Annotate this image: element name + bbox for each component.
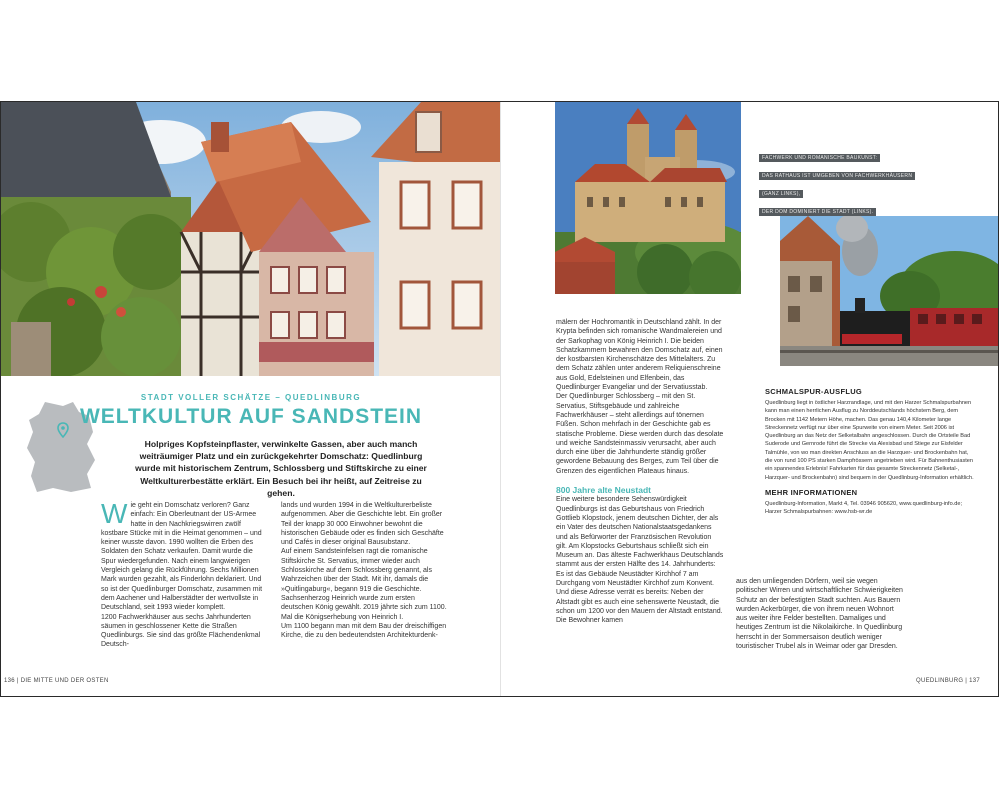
drop-cap: W [101, 498, 128, 529]
info-title: MEHR INFORMATIONEN [765, 487, 858, 497]
body-paragraph: Um 1100 begann man mit dem Bau der dreischiffigen Kirche, die zu den bedeutendsten Architekturdenk- [281, 622, 447, 640]
section-kicker: STADT VOLLER SCHÄTZE – QUEDLINBURG [140, 393, 362, 402]
section-subhead: 800 Jahre alte Neustadt [556, 485, 651, 496]
book-spread [0, 101, 999, 697]
caption-line: DAS RATHAUS IST UMGEBEN VON FACHWERKHÄUSERN [759, 172, 915, 180]
right-column-2 [736, 577, 904, 651]
caption-line: (GANZ LINKS), [759, 190, 803, 198]
left-column-2 [281, 501, 447, 640]
body-paragraph: Auf einem Sandsteinfelsen ragt die romanische Stiftskirche St. Servatius, immer wieder auch Schlosskirche auf dem Schlossberg genannt, als Wahrzeichen über der Stadt. Mit ihr, damals die »Quitlingaburg«, begann 919 die Geschichte. Sachsenherzog Heinrich wurde zum ersten deutschen König gewählt. 2019 jährte sich zum 1100. Mal die Königserhebung von Heinrich I. [281, 548, 447, 621]
body-paragraph: 1200 Fachwerkhäuser aus sechs Jahrhunderten säumen in geschlossener Kette die Straßen Quedlinburgs. Sie sind das größte Flächendenkmal Deutsch- [101, 613, 261, 649]
left-column-1 [101, 498, 265, 650]
caption-line: FACHWERK UND ROMANISCHE BAUKUNST: [759, 154, 880, 162]
half-timbered-houses-photo [1, 102, 501, 376]
info-text: Quedlinburg-Information, Markt 4, Tel. 03946 905620, www.quedlinburg-info.de; Harzer Schmalspurbahnen: www.hsb-wr.de [765, 500, 963, 516]
lead-paragraph: Holpriges Kopfsteinpflaster, verwinkelte Gassen, aber auch manch weiträumiger Platz und ein zurückgekehrter Domschatz: Quedlinburg wurde mit historischem Zentrum, Schlossberg und Stiftskirche zu einer Weltkulturerbestätte erklärt. Ein Besuch bei ihr heißt, auf Zeitreise zu gehen. [135, 439, 427, 498]
left-folio: 136 | DIE MITTE UND DER OSTEN [4, 678, 109, 684]
body-paragraph: aus den umliegenden Dörfern, weil sie wegen politischer Wirren und wirtschaftlicher Schwierigkeiten Schutz an der befestigten Stadt suchten. Aus Bauern wurden Ackerbürger, die von ihrem neuen Wohnort aus weiter ihre Felder bestellten. Damaliges und heutiges Zentrum ist die Nikolaikirche. In Quedlinburg herrscht in der Sommersaison deutlich weniger touristischer Trubel als in Weimar oder gar Dresden. [736, 578, 903, 651]
body-paragraph: Der Quedlinburger Schlossberg – mit den St. Servatius, Stiftsgebäude und zahlreiche Fachwerkhäuser – steht allerdings auf tönernen Füßen. Schon mehrfach in der Geschichte gab es statische Probleme. Diese werden durch das desolate und weiche Sandsteinmassiv verursacht, aber auch durch eine über die Jahrhunderte ständig größer gewordene Bebauung des Berges, zum Teil über die Grenzen des eigentlichen Plateaus hinaus. [556, 393, 724, 475]
body-paragraph: mälern der Hochromantik in Deutschland zählt. In der Krypta befinden sich romanische Wandmalereien und der Sarkophag von König Heinrich I. Die beiden Schatzkammern bewahren den Domschatz auf, einen der kostbarsten Kirchenschätze des Mittelalters. Zu dem Schatz zählen unter anderem Reliquienschreine aus Gold, Edelsteinen und Elfenbein, das Quedlinburger Evangeliar und der Servatiusstab. [556, 319, 723, 392]
box-title: SCHMALSPUR-AUSFLUG [765, 387, 863, 396]
right-folio: QUEDLINBURG | 137 [915, 678, 980, 684]
right-column-1 [556, 318, 724, 626]
body-paragraph: lands und wurden 1994 in die Weltkulturerbeliste aufgenommen. Aber die Geschichte lebt. Ein großer Teil der knapp 30 000 Einwohner bewohnt die historischen Gebäude oder es finden sich Geschäfte und Cafés in dieser original Bausubstanz. [281, 502, 444, 547]
article-headline: WELTKULTUR AUF SANDSTEIN [79, 405, 423, 428]
body-paragraph: Eine weitere besondere Sehenswürdigkeit Quedlinburgs ist das Geburtshaus von Friedrich Gottlieb Klopstock, jenem deutschen Dichter, der als ein Vater des deutschen Nationalstaatsgedankens und als Befürworter der Französischen Revolution gilt. Am Klopstocks Geburtshaus schließt sich ein Museum an. Das älteste Fachwerkhaus Deutschlands stammt aus der ersten Hälfte des 14. Jahrhunderts: Es ist das Gebäude Neustädter Kirchhof 7 am Durchgang vom Neustädter Kirchhof zum Konvent. Und diese Adresse verrät es bereits: Neben der Altstadt gibt es auch eine sehenswerte Neustadt, die schon um 1200 vor den Mauern der Altstadt entstand. Die Bewohner kamen [556, 496, 724, 625]
caption-line: DER DOM DOMINIERT DIE STADT (LINKS). [759, 208, 876, 216]
info-box [765, 387, 975, 517]
body-paragraph: ie geht ein Domschatz verloren? Ganz einfach: Ein Oberleutnant der US-Armee hatte in den Nachkriegswirren zwölf kostbare Stücke mit in die Heimat genommen – und keiner wusste davon. 1990 wollten die Erben des Soldaten den Schatz verkaufen. Damit wurde die Spur wiedergefunden. Nach einem langwierigen Vergleich gelang die Rückführung. Sechs Millionen Mark wurden gezahlt, als Finderlohn deklariert. Und so ist der Quedlinburger Domschatz, zusammen mit dem Aachener und Halberstädter der wertvollste in Deutschland, seit 1993 wieder komplett. [101, 502, 263, 612]
photo-caption [759, 146, 913, 218]
left-page [1, 102, 501, 696]
right-page [501, 102, 998, 696]
box-text: Quedlinburg liegt in östlicher Harzrandlage, und mit den Harzer Schmalspurbahnen kann man einen herrlichen Ausflug zu Norddeutschlands höchstem Berg, dem Brocken mit 1142 Metern Höhe, machen. Das genau 140,4 Kilometer lange Streckennetz verfügt nur über eine Spurweite von einem Meter. Seit 2006 ist Quedlinburg an das Netz der Selketalbahn angeschlossen. Durch die Ortsteile Bad Suderode und Gernrode führt die Strecke via Alexisbad und Stiege zur Eisfelder Talmühle, von wo man direkten Anschluss an die Harzquer- und Brockenbahn hat, die von rund 100 PS starken Dampfrössern angetrieben wird. Für Bahnenthusiasten ein spannendes Erlebnis! Fahrkarten für das gesamte Streckennetz (Selketal-, Harzquer- und Brockenbahn) sind bequem in der Quedlinburg-Information erhältlich. [765, 400, 974, 481]
cathedral-photo [555, 102, 741, 294]
steam-train-photo [780, 216, 998, 366]
